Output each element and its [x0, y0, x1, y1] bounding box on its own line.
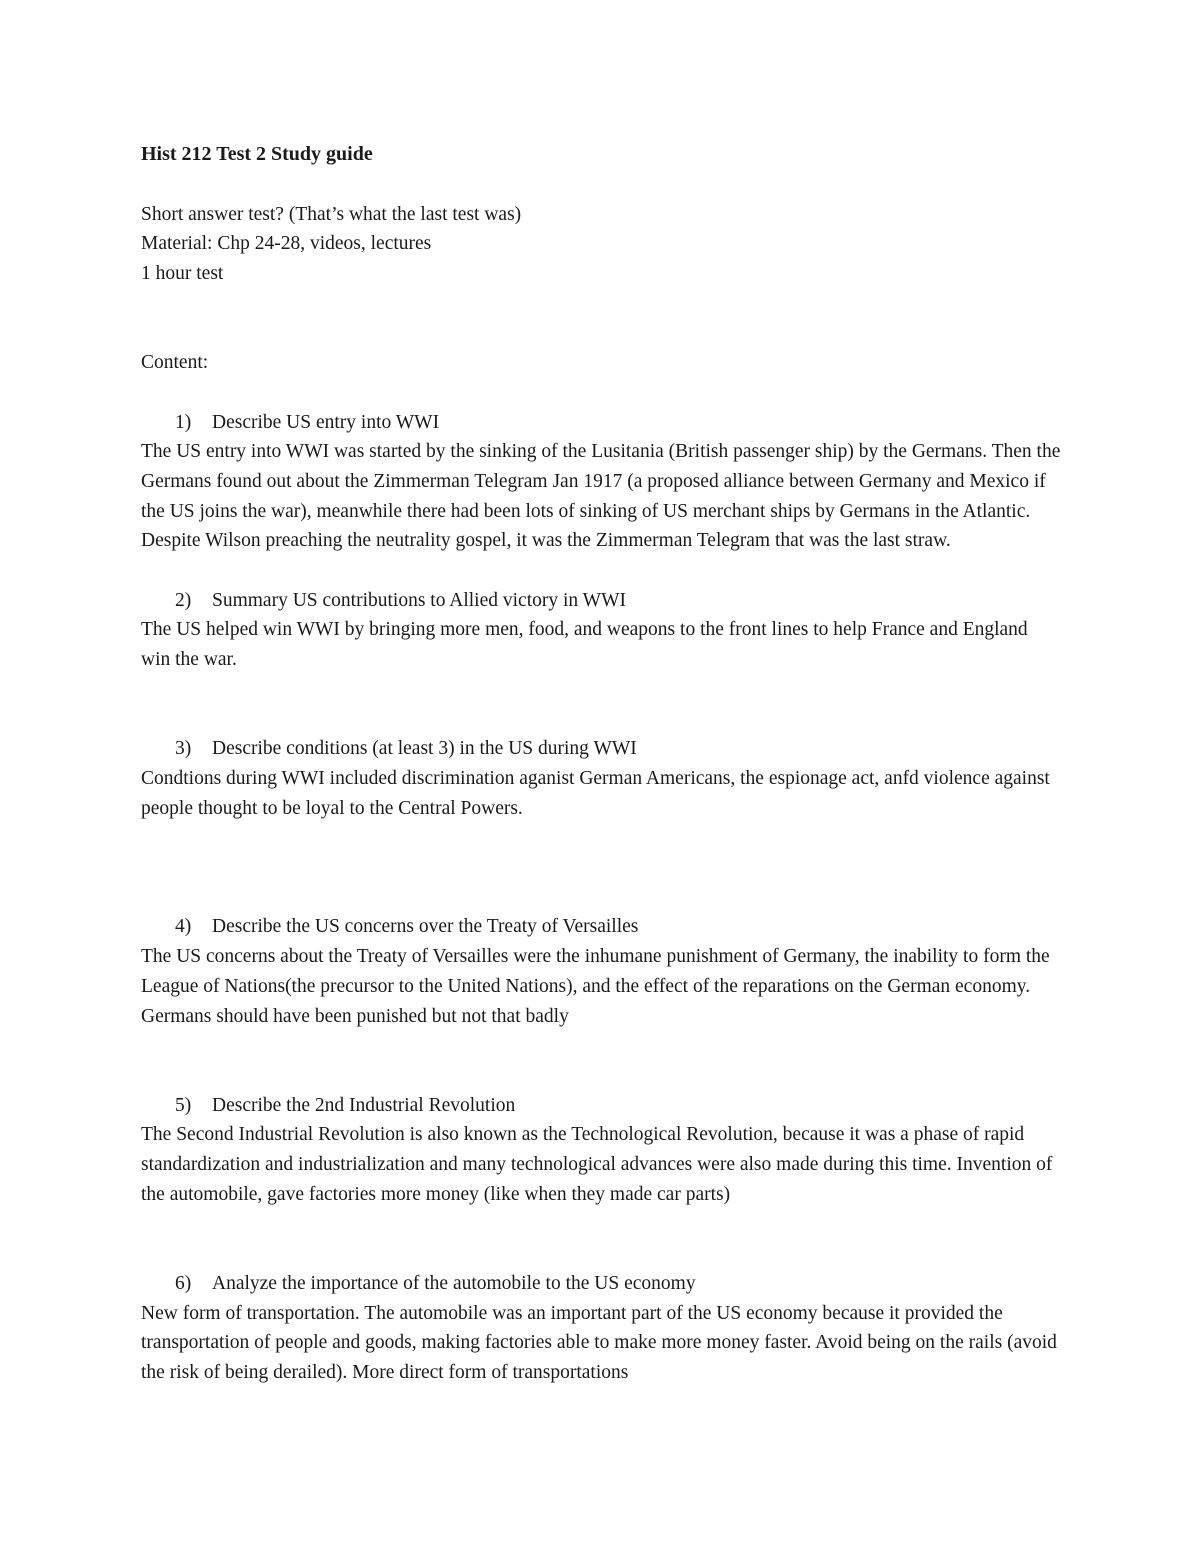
question-number: 6): [175, 1272, 192, 1294]
intro-line-material: Material: Chp 24-28, videos, lectures: [141, 233, 432, 255]
question-number: 4): [175, 916, 192, 938]
document-title: Hist 212 Test 2 Study guide: [141, 143, 373, 165]
question-prompt: [141, 912, 1061, 942]
question-text: Analyze the importance of the automobile to the US economy: [212, 1272, 696, 1294]
question-text: Describe US entry into WWI: [212, 411, 440, 433]
answer-text: The US helped win WWI by bringing more men, food, and weapons to the front lines to help France and England win the war.: [141, 619, 1028, 671]
question-item: [141, 734, 1061, 823]
question-item: [141, 586, 1061, 675]
question-prompt: [141, 734, 1061, 764]
question-number: 3): [175, 738, 192, 760]
answer-text: New form of transportation. The automobile was an important part of the US economy because it provided the transportation of people and goods, making factories able to make more money faster. Avoid being on the rails (avoid the risk of being derailed). More direct form of transportations: [141, 1302, 1057, 1383]
question-text: Describe the US concerns over the Treaty of Versailles: [212, 916, 639, 938]
question-item: [141, 1091, 1061, 1210]
question-number: 5): [175, 1094, 192, 1116]
question-prompt: [141, 1269, 1061, 1299]
answer-text: The US concerns about the Treaty of Versailles were the inhumane punishment of Germany, the inability to form the League of Nations(the precursor to the United Nations), and the effect of the reparations on the German economy. Germans should have been punished but not that badly: [141, 946, 1050, 1027]
question-item: [141, 912, 1061, 1031]
question-text: Describe the 2nd Industrial Revolution: [212, 1094, 516, 1116]
question-prompt: [141, 1091, 1061, 1121]
answer-text: The US entry into WWI was started by the sinking of the Lusitania (British passenger ship) by the Germans. Then the Germans found out about the Zimmerman Telegram Jan 1917 (a proposed alliance between Germany and Mexico if the US joins the war), meanwhile there had been lots of sinking of US merchant ships by Germans in the Atlantic. Despite Wilson preaching the neutrality gospel, it was the Zimmerman Telegram that was the last straw.: [141, 441, 1061, 552]
intro-line-duration: 1 hour test: [141, 263, 224, 285]
content-label: Content:: [141, 352, 209, 374]
question-item: [141, 408, 1061, 557]
question-text: Describe conditions (at least 3) in the US during WWI: [212, 738, 637, 760]
question-prompt: [141, 586, 1061, 616]
document-page: [141, 140, 1061, 1388]
answer-text: Condtions during WWI included discrimination aganist German Americans, the espionage act, anfd violence against people thought to be loyal to the Central Powers.: [141, 767, 1050, 819]
question-number: 2): [175, 589, 192, 611]
question-prompt: [141, 408, 1061, 438]
question-number: 1): [175, 411, 192, 433]
intro-line-test-format: Short answer test? (That’s what the last test was): [141, 203, 522, 225]
answer-text: The Second Industrial Revolution is also known as the Technological Revolution, because it was a phase of rapid standardization and industrialization and many technological advances were also made during this time. Invention of the automobile, gave factories more money (like when they made car parts): [141, 1124, 1053, 1205]
question-text: Summary US contributions to Allied victory in WWI: [212, 589, 626, 611]
question-item: [141, 1269, 1061, 1388]
